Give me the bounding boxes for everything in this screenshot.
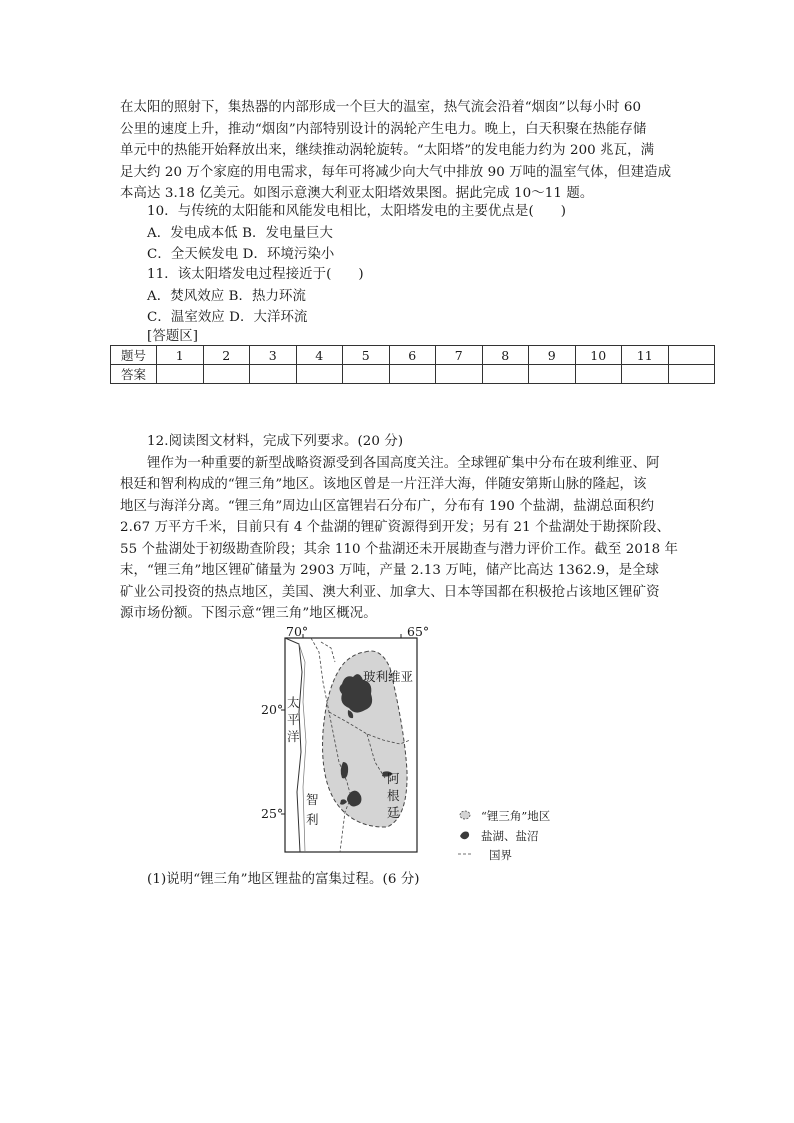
question-12 [120, 431, 678, 625]
question-number-cell: 3 [250, 346, 297, 365]
table-row-header: 题号 [111, 346, 157, 365]
intro-line: 本高达 3.18 亿美元。如图示意澳大利亚太阳塔效果图。据此完成 10～11 题。 [120, 186, 594, 201]
question-option: C．全天候发电 D．环境污染小 [147, 247, 335, 262]
q12-line: 锂作为一种重要的新型战略资源受到各国高度关注。全球锂矿集中分布在玻利维亚、阿 [147, 455, 660, 471]
intro-line: 在太阳的照射下，集热器的内部形成一个巨大的温室，热气流会沿着“烟囱”以每小时 60 [120, 100, 642, 115]
q12-line: 地区与海洋分离。“锂三角”周边山区富锂岩石分布广，分布有 190 个盐湖，盐湖总面积约 [120, 498, 655, 514]
chile-label: 智 利 [306, 792, 319, 827]
bolivia-label: 玻利维亚 [363, 669, 414, 684]
answer-cell[interactable] [157, 365, 204, 384]
intro-paragraph [120, 97, 671, 205]
lon-label-65: 65° [407, 624, 430, 639]
q12-line: 矿业公司投资的热点地区，美国、澳大利亚、加拿大、日本等国都在积极抢占该地区锂矿资 [120, 584, 660, 600]
question-11 [147, 264, 364, 329]
question-12-part-1: (1)说明“锂三角”地区锂盐的富集过程。(6 分) [147, 872, 420, 887]
q12-line: 末，“锂三角”地区锂矿储量为 2903 万吨，产量 2.13 万吨，储产比高达 1362.9，是全球 [120, 563, 660, 578]
question-number-cell: 4 [296, 346, 343, 365]
lithium-triangle-map [255, 622, 595, 862]
answer-cell[interactable] [250, 365, 297, 384]
question-number-cell: 5 [343, 346, 390, 365]
answer-cell[interactable] [389, 365, 436, 384]
question-stem: 10．与传统的太阳能和风能发电相比，太阳塔发电的主要优点是( ) [147, 204, 567, 219]
question-option: A．焚风效应 B．热力环流 [147, 288, 306, 304]
question-10 [147, 201, 566, 266]
question-stem: 11．该太阳塔发电过程接近于( ) [147, 267, 364, 282]
question-number-cell: 10 [575, 346, 622, 365]
answer-table-answer-row [111, 365, 715, 384]
intro-line: 公里的速度上升，推动“烟囱”内部特别设计的涡轮产生电力。晚上，白天积聚在热能存储 [120, 121, 647, 137]
answer-cell[interactable] [668, 365, 715, 384]
q12-line: 2.67 万平方千米，目前只有 4 个盐湖的锂矿资源得到开发；另有 21 个盐湖处于勘探阶段、 [120, 520, 671, 535]
answer-cell[interactable] [203, 365, 250, 384]
legend-salt-symbol [460, 832, 469, 840]
question-number-cell: 6 [389, 346, 436, 365]
answer-table-number-row [111, 346, 715, 365]
legend-region-symbol [460, 811, 470, 819]
question-number-cell: 7 [436, 346, 483, 365]
legend-salt-label: 盐湖、盐沼 [481, 829, 539, 843]
q12-line: 根廷和智利构成的“锂三角”地区。该地区曾是一片汪洋大海，伴随安第斯山脉的隆起，该 [120, 477, 647, 492]
q12-line: 12.阅读图文材料，完成下列要求。(20 分) [147, 434, 404, 449]
lon-label-70: 70° [286, 624, 309, 639]
question-number-cell: 1 [157, 346, 204, 365]
table-row-header: 答案 [111, 365, 157, 384]
question-number-cell: 2 [203, 346, 250, 365]
answer-cell[interactable] [622, 365, 669, 384]
answer-table [110, 345, 715, 384]
lat-label-25: 25° [261, 806, 284, 821]
answer-cell[interactable] [436, 365, 483, 384]
legend-region-label: “锂三角”地区 [481, 809, 551, 823]
answer-cell[interactable] [575, 365, 622, 384]
question-number-cell: 8 [482, 346, 529, 365]
answer-cell[interactable] [343, 365, 390, 384]
argentina-label: 阿 根 廷 [387, 771, 400, 820]
answer-area-label: [答题区] [147, 329, 199, 344]
answer-cell[interactable] [529, 365, 576, 384]
lat-label-20: 20° [261, 702, 284, 717]
question-number-cell: 9 [529, 346, 576, 365]
answer-cell[interactable] [482, 365, 529, 384]
q12-line: 55 个盐湖处于初级勘查阶段；其余 110 个盐湖还未开展勘查与潜力评价工作。截至 2018 年 [120, 541, 679, 557]
question-option: A．发电成本低 B．发电量巨大 [147, 225, 333, 241]
q12-line: 源市场份额。下图示意“锂三角”地区概况。 [120, 606, 377, 621]
intro-line: 单元中的热能开始释放出来，继续推动涡轮旋转。“太阳塔”的发电能力约为 200 兆瓦，满 [120, 143, 655, 158]
intro-line: 足大约 20 万个家庭的用电需求，每年可将减少向大气中排放 90 万吨的温室气体，但建造成 [120, 164, 672, 180]
legend-border-label: 国界 [489, 848, 512, 862]
question-option: C．温室效应 D．大洋环流 [147, 310, 308, 325]
pacific-ocean-label: 太 平 洋 [287, 695, 300, 744]
question-number-cell: 11 [622, 346, 669, 365]
answer-cell[interactable] [296, 365, 343, 384]
question-number-cell [668, 346, 715, 365]
